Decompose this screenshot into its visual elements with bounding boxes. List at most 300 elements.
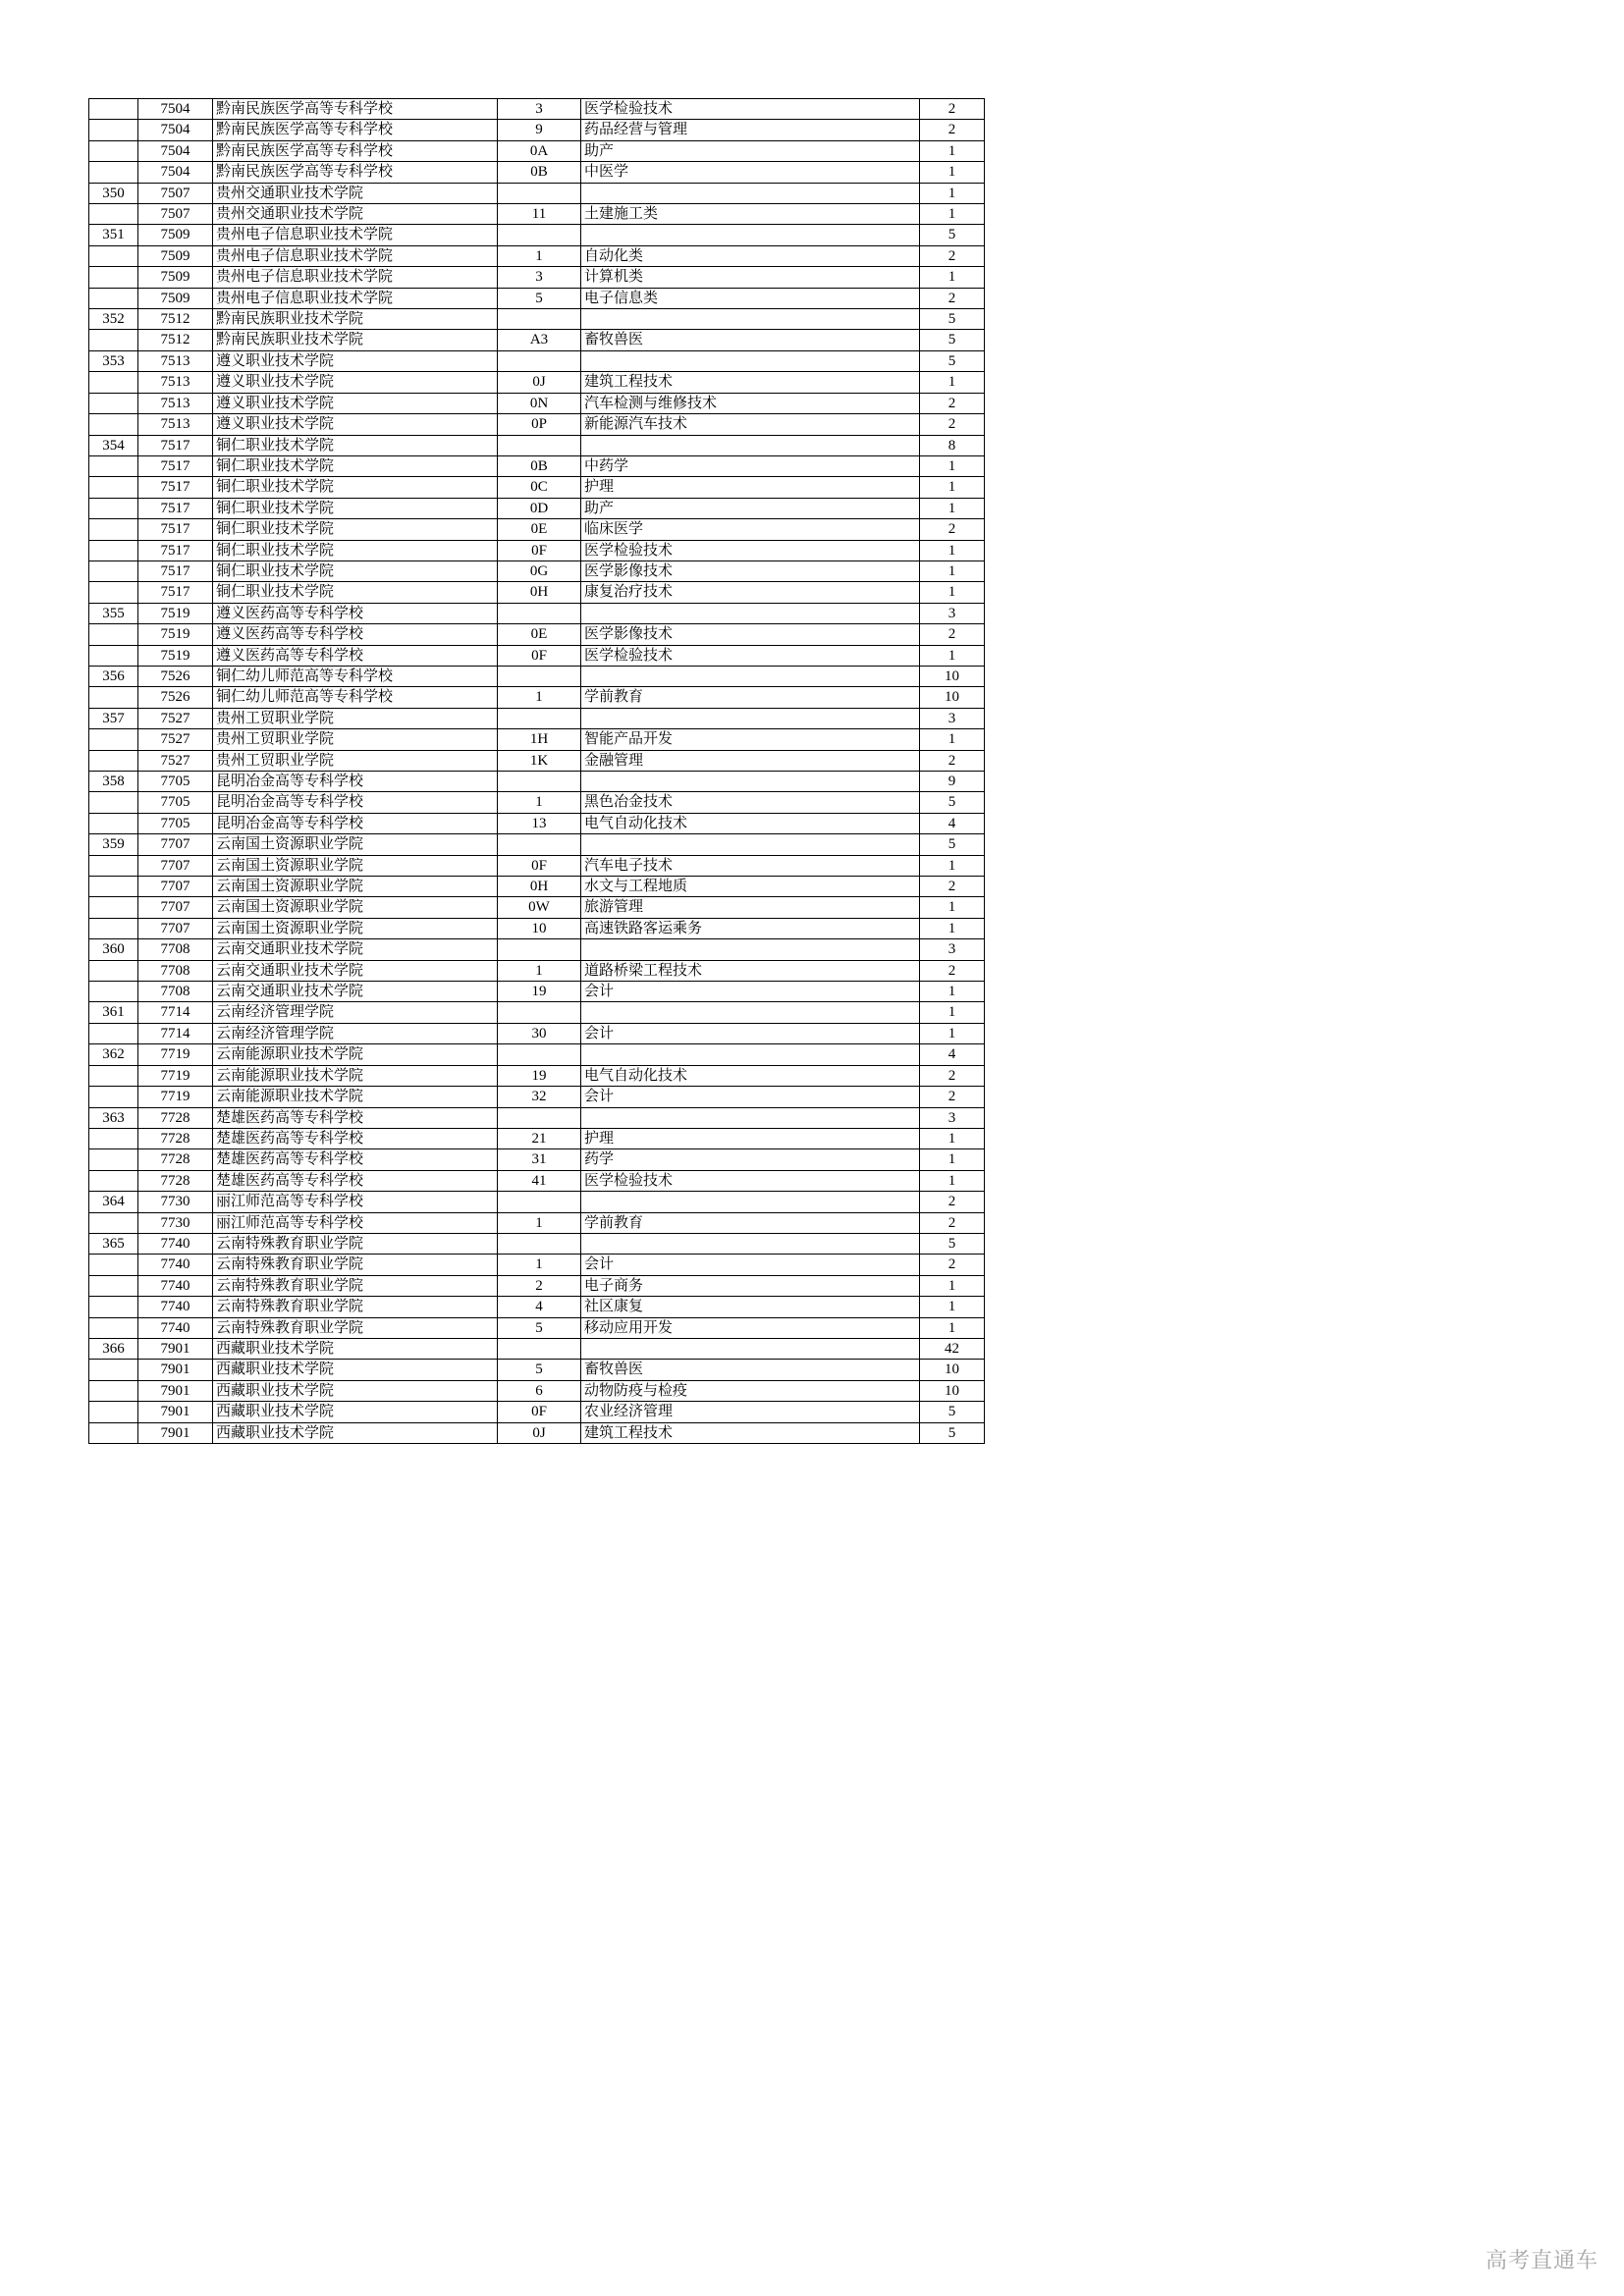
table-row <box>89 1275 985 1296</box>
table-cell: 359 <box>89 834 138 855</box>
table-cell: 2 <box>920 414 985 435</box>
table-cell: 云南国土资源职业学院 <box>213 918 498 938</box>
table-body <box>89 99 985 1444</box>
table-cell: 6 <box>498 1380 581 1401</box>
table-cell: 2 <box>920 1255 985 1275</box>
table-cell: 云南交通职业技术学院 <box>213 939 498 960</box>
table-cell: 铜仁职业技术学院 <box>213 477 498 498</box>
table-cell: 云南国土资源职业学院 <box>213 897 498 918</box>
table-cell: 7527 <box>138 750 213 771</box>
table-cell: 0B <box>498 455 581 476</box>
table-cell: 350 <box>89 183 138 203</box>
table-cell <box>89 1128 138 1148</box>
table-cell: 5 <box>920 225 985 245</box>
table-cell: 1 <box>920 918 985 938</box>
table-cell <box>89 918 138 938</box>
table-cell: 楚雄医药高等专科学校 <box>213 1170 498 1191</box>
table-cell: 云南经济管理学院 <box>213 1023 498 1043</box>
table-cell: 建筑工程技术 <box>581 1422 920 1443</box>
table-cell: 5 <box>920 309 985 330</box>
table-cell: 355 <box>89 603 138 623</box>
table-cell <box>89 1275 138 1296</box>
table-cell <box>89 561 138 581</box>
table-cell <box>89 982 138 1002</box>
table-cell: 10 <box>920 1380 985 1401</box>
table-row <box>89 1338 985 1359</box>
table-cell: 遵义医药高等专科学校 <box>213 645 498 666</box>
table-row <box>89 645 985 666</box>
table-cell: 7509 <box>138 288 213 308</box>
table-cell: 遵义职业技术学院 <box>213 393 498 413</box>
table-cell: 1 <box>920 372 985 393</box>
table-cell: 西藏职业技术学院 <box>213 1380 498 1401</box>
table-row <box>89 1255 985 1275</box>
table-cell <box>89 1380 138 1401</box>
table-row <box>89 1002 985 1023</box>
table-cell: 昆明冶金高等专科学校 <box>213 813 498 833</box>
table-row <box>89 792 985 813</box>
table-cell <box>498 708 581 728</box>
table-cell: 1 <box>920 855 985 876</box>
table-cell: 7714 <box>138 1023 213 1043</box>
table-cell: 贵州工贸职业学院 <box>213 750 498 771</box>
table-cell: 0E <box>498 624 581 645</box>
table-cell: 计算机类 <box>581 267 920 288</box>
table-cell: 电气自动化技术 <box>581 813 920 833</box>
table-row <box>89 687 985 708</box>
table-cell: 西藏职业技术学院 <box>213 1402 498 1422</box>
table-cell <box>581 772 920 792</box>
table-cell: 1 <box>920 1002 985 1023</box>
table-cell: 楚雄医药高等专科学校 <box>213 1128 498 1148</box>
table-cell <box>498 1002 581 1023</box>
table-cell <box>89 1360 138 1380</box>
table-cell: 1 <box>920 1128 985 1148</box>
table-row <box>89 708 985 728</box>
table-cell <box>89 1087 138 1107</box>
table-row <box>89 1402 985 1422</box>
table-row <box>89 772 985 792</box>
table-cell: 1 <box>498 687 581 708</box>
table-cell: 丽江师范高等专科学校 <box>213 1192 498 1212</box>
table-cell <box>498 225 581 245</box>
table-cell: 贵州工贸职业学院 <box>213 729 498 750</box>
table-cell: 4 <box>920 1044 985 1065</box>
table-cell <box>498 834 581 855</box>
table-cell: 2 <box>498 1275 581 1296</box>
table-cell: 移动应用开发 <box>581 1317 920 1338</box>
table-cell: 黔南民族职业技术学院 <box>213 309 498 330</box>
table-cell: 临床医学 <box>581 519 920 540</box>
table-cell: 0B <box>498 162 581 183</box>
table-cell: 7526 <box>138 666 213 686</box>
table-cell: 医学检验技术 <box>581 645 920 666</box>
table-cell: 32 <box>498 1087 581 1107</box>
table-cell: 助产 <box>581 498 920 518</box>
table-row <box>89 813 985 833</box>
table-cell: 5 <box>920 1402 985 1422</box>
table-cell: 0J <box>498 372 581 393</box>
table-row <box>89 1044 985 1065</box>
table-cell: 医学检验技术 <box>581 99 920 120</box>
table-cell: 医学影像技术 <box>581 624 920 645</box>
table-cell: 9 <box>498 120 581 140</box>
table-cell: 5 <box>498 1317 581 1338</box>
table-cell <box>89 540 138 561</box>
table-cell: 0A <box>498 140 581 161</box>
table-cell: 黔南民族医学高等专科学校 <box>213 120 498 140</box>
table-cell <box>581 708 920 728</box>
table-cell: 云南特殊教育职业学院 <box>213 1275 498 1296</box>
table-cell: 云南特殊教育职业学院 <box>213 1297 498 1317</box>
table-cell: 7705 <box>138 792 213 813</box>
table-cell: 黔南民族医学高等专科学校 <box>213 99 498 120</box>
table-cell: 0D <box>498 498 581 518</box>
table-cell: 7730 <box>138 1192 213 1212</box>
table-cell <box>581 1044 920 1065</box>
table-cell: 7509 <box>138 245 213 266</box>
table-row <box>89 225 985 245</box>
table-cell: 遵义职业技术学院 <box>213 372 498 393</box>
table-cell: 会计 <box>581 1255 920 1275</box>
table-cell: 356 <box>89 666 138 686</box>
table-cell: 自动化类 <box>581 245 920 266</box>
table-cell: 41 <box>498 1170 581 1191</box>
table-cell: 7901 <box>138 1360 213 1380</box>
table-row <box>89 582 985 603</box>
table-row <box>89 1023 985 1043</box>
table-cell: 1K <box>498 750 581 771</box>
table-cell: 7714 <box>138 1002 213 1023</box>
table-row <box>89 519 985 540</box>
table-cell <box>89 140 138 161</box>
table-row <box>89 498 985 518</box>
table-row <box>89 1317 985 1338</box>
table-cell: 7705 <box>138 813 213 833</box>
table-row <box>89 288 985 308</box>
table-cell: 1 <box>498 792 581 813</box>
table-cell: 2 <box>920 288 985 308</box>
table-cell: 0E <box>498 519 581 540</box>
table-cell <box>581 183 920 203</box>
table-cell: 3 <box>920 939 985 960</box>
table-cell: 7513 <box>138 372 213 393</box>
table-row <box>89 540 985 561</box>
table-cell: 7719 <box>138 1065 213 1086</box>
table-cell <box>581 1107 920 1128</box>
table-cell: 2 <box>920 750 985 771</box>
table-cell <box>89 519 138 540</box>
table-cell: 7728 <box>138 1107 213 1128</box>
table-row <box>89 939 985 960</box>
table-cell: 10 <box>920 666 985 686</box>
table-cell: 7526 <box>138 687 213 708</box>
admission-plan-table <box>88 98 985 1444</box>
table-cell <box>89 750 138 771</box>
table-cell: 7519 <box>138 645 213 666</box>
table-cell: 4 <box>498 1297 581 1317</box>
table-cell: 1 <box>920 204 985 225</box>
table-cell: 7728 <box>138 1128 213 1148</box>
table-cell: 5 <box>920 792 985 813</box>
table-cell: 7517 <box>138 582 213 603</box>
table-cell: 2 <box>920 960 985 981</box>
table-cell: 中药学 <box>581 455 920 476</box>
table-cell: 7707 <box>138 897 213 918</box>
table-cell: 366 <box>89 1338 138 1359</box>
table-cell: 1 <box>920 582 985 603</box>
table-cell: 7504 <box>138 162 213 183</box>
table-row <box>89 1360 985 1380</box>
table-cell: 0F <box>498 540 581 561</box>
table-cell: 7740 <box>138 1297 213 1317</box>
watermark: 高考直通车 <box>1485 2248 1598 2272</box>
table-cell: 楚雄医药高等专科学校 <box>213 1149 498 1170</box>
table-cell: 农业经济管理 <box>581 1402 920 1422</box>
table-cell: 0H <box>498 877 581 897</box>
table-cell: 云南特殊教育职业学院 <box>213 1317 498 1338</box>
table-cell: 贵州电子信息职业技术学院 <box>213 288 498 308</box>
table-cell: 7519 <box>138 624 213 645</box>
table-cell <box>89 877 138 897</box>
table-cell: 7707 <box>138 834 213 855</box>
table-cell: 3 <box>498 267 581 288</box>
table-row <box>89 855 985 876</box>
table-cell <box>581 666 920 686</box>
table-cell <box>498 435 581 455</box>
table-cell: 水文与工程地质 <box>581 877 920 897</box>
table-cell: 0G <box>498 561 581 581</box>
table-cell: 5 <box>920 1422 985 1443</box>
table-cell: 0J <box>498 1422 581 1443</box>
table-cell: 7513 <box>138 393 213 413</box>
table-cell: 5 <box>920 1233 985 1254</box>
table-cell: 护理 <box>581 1128 920 1148</box>
table-cell: 8 <box>920 435 985 455</box>
table-cell: 高速铁路客运乘务 <box>581 918 920 938</box>
table-cell <box>498 1107 581 1128</box>
table-cell: 13 <box>498 813 581 833</box>
table-cell: 7730 <box>138 1212 213 1233</box>
table-cell: 西藏职业技术学院 <box>213 1422 498 1443</box>
table-cell: 智能产品开发 <box>581 729 920 750</box>
table-cell <box>498 1044 581 1065</box>
table-cell <box>581 1338 920 1359</box>
table-cell: 药品经营与管理 <box>581 120 920 140</box>
table-cell: 2 <box>920 519 985 540</box>
table-cell: 7719 <box>138 1087 213 1107</box>
table-cell: 0P <box>498 414 581 435</box>
table-cell: 3 <box>920 708 985 728</box>
table-row <box>89 414 985 435</box>
table-cell: 2 <box>920 393 985 413</box>
table-cell: 铜仁职业技术学院 <box>213 435 498 455</box>
table-cell: 7708 <box>138 982 213 1002</box>
table-cell: 云南特殊教育职业学院 <box>213 1233 498 1254</box>
table-cell: 昆明冶金高等专科学校 <box>213 792 498 813</box>
table-cell: 7504 <box>138 120 213 140</box>
table-cell: 5 <box>920 350 985 371</box>
table-cell <box>581 603 920 623</box>
table-cell: 7517 <box>138 455 213 476</box>
table-cell: 351 <box>89 225 138 245</box>
table-cell: 364 <box>89 1192 138 1212</box>
table-cell: 1 <box>920 162 985 183</box>
table-cell: 铜仁幼儿师范高等专科学校 <box>213 687 498 708</box>
table-cell <box>89 120 138 140</box>
table-cell: 7517 <box>138 540 213 561</box>
table-cell <box>581 435 920 455</box>
table-row <box>89 982 985 1002</box>
table-cell: 0F <box>498 855 581 876</box>
table-cell: 7509 <box>138 225 213 245</box>
table-cell: 电子信息类 <box>581 288 920 308</box>
table-cell: 352 <box>89 309 138 330</box>
table-row <box>89 877 985 897</box>
table-cell: 5 <box>920 834 985 855</box>
table-cell: 7707 <box>138 918 213 938</box>
table-cell: 2 <box>920 1212 985 1233</box>
table-cell: 2 <box>920 624 985 645</box>
table-cell: 汽车检测与维修技术 <box>581 393 920 413</box>
table-cell: 7901 <box>138 1338 213 1359</box>
table-cell <box>89 162 138 183</box>
table-cell: 云南国土资源职业学院 <box>213 855 498 876</box>
table-cell: 医学影像技术 <box>581 561 920 581</box>
table-cell: 19 <box>498 982 581 1002</box>
table-cell <box>581 225 920 245</box>
table-cell: 昆明冶金高等专科学校 <box>213 772 498 792</box>
table-row <box>89 666 985 686</box>
table-cell: 黔南民族医学高等专科学校 <box>213 140 498 161</box>
table-cell: 云南交通职业技术学院 <box>213 982 498 1002</box>
table-row <box>89 750 985 771</box>
table-cell: 362 <box>89 1044 138 1065</box>
table-cell: 云南能源职业技术学院 <box>213 1044 498 1065</box>
table-cell <box>581 309 920 330</box>
table-cell: 社区康复 <box>581 1297 920 1317</box>
table-cell <box>89 498 138 518</box>
table-row <box>89 918 985 938</box>
table-row <box>89 1422 985 1443</box>
table-cell: 1 <box>920 1275 985 1296</box>
table-row <box>89 1107 985 1128</box>
table-cell <box>89 729 138 750</box>
table-cell: 2 <box>920 245 985 266</box>
table-row <box>89 1233 985 1254</box>
table-cell <box>89 1317 138 1338</box>
table-row <box>89 1380 985 1401</box>
table-cell <box>581 1233 920 1254</box>
table-cell: 新能源汽车技术 <box>581 414 920 435</box>
table-cell: 云南交通职业技术学院 <box>213 960 498 981</box>
table-cell: 云南国土资源职业学院 <box>213 877 498 897</box>
table-cell: 2 <box>920 1087 985 1107</box>
table-cell: 畜牧兽医 <box>581 1360 920 1380</box>
table-cell: 铜仁职业技术学院 <box>213 582 498 603</box>
table-row <box>89 350 985 371</box>
table-cell: 2 <box>920 1192 985 1212</box>
table-cell <box>498 350 581 371</box>
table-cell: 电气自动化技术 <box>581 1065 920 1086</box>
table-cell: 丽江师范高等专科学校 <box>213 1212 498 1233</box>
table-cell: 361 <box>89 1002 138 1023</box>
table-row <box>89 245 985 266</box>
table-row <box>89 140 985 161</box>
table-cell: 21 <box>498 1128 581 1148</box>
table-cell <box>89 1149 138 1170</box>
table-cell: 2 <box>920 99 985 120</box>
table-cell: 5 <box>920 330 985 350</box>
table-cell <box>498 309 581 330</box>
table-cell: 7708 <box>138 939 213 960</box>
table-row <box>89 99 985 120</box>
table-cell: 9 <box>920 772 985 792</box>
table-cell: 中医学 <box>581 162 920 183</box>
table-cell <box>89 855 138 876</box>
table-cell: 7728 <box>138 1149 213 1170</box>
table-cell: 医学检验技术 <box>581 1170 920 1191</box>
table-cell: 3 <box>920 1107 985 1128</box>
table-cell: 7517 <box>138 477 213 498</box>
table-cell: 7901 <box>138 1402 213 1422</box>
table-row <box>89 309 985 330</box>
table-row <box>89 1087 985 1107</box>
table-cell <box>498 1338 581 1359</box>
table-cell <box>89 792 138 813</box>
table-cell <box>89 1023 138 1043</box>
table-cell: 5 <box>498 1360 581 1380</box>
table-cell: 1 <box>920 1317 985 1338</box>
table-cell <box>89 99 138 120</box>
table-cell: 7512 <box>138 309 213 330</box>
table-cell: 铜仁职业技术学院 <box>213 455 498 476</box>
table-cell <box>89 204 138 225</box>
table-row <box>89 204 985 225</box>
table-cell: 1 <box>920 540 985 561</box>
table-cell: 7719 <box>138 1044 213 1065</box>
table-cell <box>89 813 138 833</box>
table-cell: 1 <box>920 455 985 476</box>
table-cell: 学前教育 <box>581 687 920 708</box>
table-cell: 7507 <box>138 204 213 225</box>
table-row <box>89 477 985 498</box>
table-cell: 10 <box>920 687 985 708</box>
table-cell <box>89 645 138 666</box>
table-cell: 电子商务 <box>581 1275 920 1296</box>
table-cell <box>498 183 581 203</box>
table-cell: 1 <box>920 1149 985 1170</box>
table-cell: 7519 <box>138 603 213 623</box>
table-cell: 1H <box>498 729 581 750</box>
table-cell: 铜仁职业技术学院 <box>213 561 498 581</box>
table-cell <box>89 414 138 435</box>
table-cell: 会计 <box>581 1023 920 1043</box>
table-cell: 道路桥梁工程技术 <box>581 960 920 981</box>
table-cell: 31 <box>498 1149 581 1170</box>
table-cell: 贵州电子信息职业技术学院 <box>213 245 498 266</box>
table-cell: 楚雄医药高等专科学校 <box>213 1107 498 1128</box>
table-cell: 1 <box>498 1255 581 1275</box>
table-cell: 云南国土资源职业学院 <box>213 834 498 855</box>
table-cell: 363 <box>89 1107 138 1128</box>
table-cell: 7507 <box>138 183 213 203</box>
table-cell: 3 <box>920 603 985 623</box>
table-cell: 7901 <box>138 1422 213 1443</box>
table-cell: 0N <box>498 393 581 413</box>
table-cell: 土建施工类 <box>581 204 920 225</box>
table-cell: 云南能源职业技术学院 <box>213 1087 498 1107</box>
